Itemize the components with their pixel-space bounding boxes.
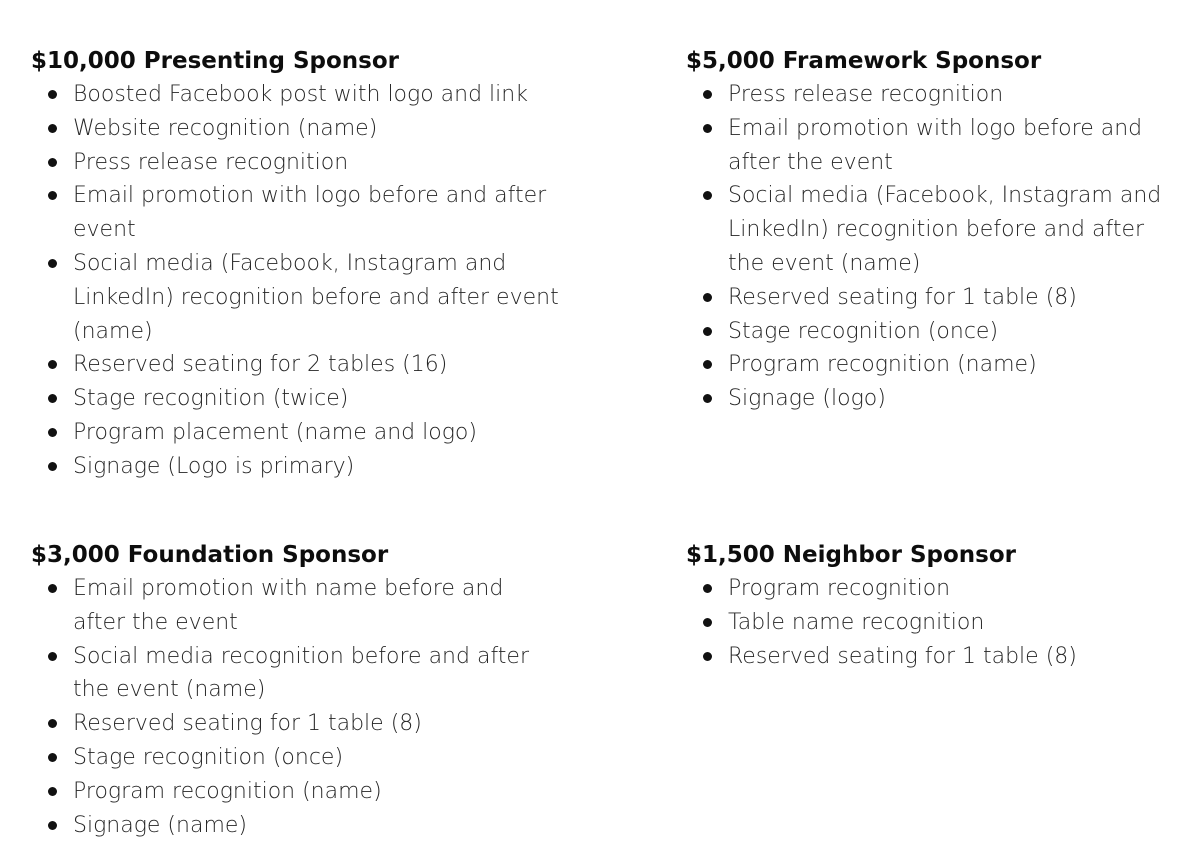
benefit-text: Press release recognition [728, 82, 1004, 107]
benefit-text: Signage (Logo is primary) [73, 453, 355, 479]
bullet-icon [703, 124, 712, 133]
bullet-icon [48, 124, 57, 133]
sponsor-tier-presenting [31, 44, 591, 484]
bullet-icon [48, 821, 57, 830]
bullet-icon [48, 394, 57, 403]
bullet-icon [703, 191, 712, 200]
benefit-list [686, 78, 1176, 416]
bullet-icon [703, 584, 712, 593]
bullet-icon [703, 652, 712, 661]
bullet-icon [48, 652, 57, 661]
bullet-icon [48, 462, 57, 471]
benefit-item [686, 315, 1178, 349]
benefit-text: Program recognition (name) [73, 778, 382, 804]
bullet-icon [48, 191, 57, 200]
benefit-item [686, 382, 1178, 416]
benefit-item [31, 382, 573, 416]
benefit-item [686, 112, 1178, 180]
benefit-item [31, 78, 573, 112]
bullet-icon [48, 753, 57, 762]
benefit-item [31, 450, 573, 484]
bullet-icon [703, 327, 712, 336]
benefit-text: Social media recognition before and after the event (name) [73, 643, 530, 703]
tier-title: $10,000 Presenting Sponsor [31, 48, 399, 74]
benefit-item [686, 640, 1178, 674]
bullet-icon [48, 787, 57, 796]
benefit-item [31, 112, 573, 146]
benefit-text: Reserved seating for 1 table (8) [728, 284, 1077, 310]
tier-title: $1,500 Neighbor Sponsor [686, 542, 1016, 568]
bullet-icon [703, 293, 712, 302]
benefit-item [31, 348, 573, 382]
benefit-item [31, 416, 573, 450]
bullet-icon [48, 719, 57, 728]
benefit-text: Website recognition (name) [73, 115, 378, 141]
benefit-list [31, 78, 591, 484]
bullet-icon [703, 618, 712, 627]
benefit-text: Press release recognition [73, 149, 349, 175]
benefit-item [31, 247, 573, 348]
benefit-text: Boosted Facebook post with logo and link [73, 82, 528, 107]
benefit-text: Program recognition [728, 576, 951, 601]
benefit-text: Signage (name) [73, 812, 247, 838]
bullet-icon [48, 90, 57, 99]
benefit-text: Reserved seating for 1 table (8) [728, 643, 1077, 669]
benefit-text: Table name recognition [728, 609, 985, 635]
benefit-text: Stage recognition (once) [73, 744, 344, 770]
sponsor-tier-neighbor [686, 538, 1176, 673]
benefit-item [686, 179, 1178, 280]
bullet-icon [703, 360, 712, 369]
bullet-icon [48, 584, 57, 593]
bullet-icon [703, 90, 712, 99]
benefit-text: Stage recognition (twice) [73, 386, 349, 412]
benefit-item [31, 775, 543, 809]
tier-title: $3,000 Foundation Sponsor [31, 542, 389, 568]
bullet-icon [48, 259, 57, 268]
bullet-icon [703, 394, 712, 403]
benefit-text: Program placement (name and logo) [73, 419, 477, 445]
benefit-list [31, 572, 591, 842]
benefit-item [686, 606, 1178, 640]
benefit-item [686, 78, 1178, 112]
benefit-item [31, 572, 543, 640]
benefit-item [31, 809, 543, 843]
benefit-item [686, 572, 1178, 606]
tier-title: $5,000 Framework Sponsor [686, 48, 1042, 74]
benefit-list [686, 572, 1176, 673]
benefit-text: Reserved seating for 2 tables (16) [73, 352, 448, 378]
benefit-text: Email promotion with logo before and after event [73, 183, 547, 243]
sponsor-tier-foundation [31, 538, 591, 842]
benefit-item [31, 707, 543, 741]
bullet-icon [48, 360, 57, 369]
benefit-item [31, 179, 573, 247]
benefit-text: Email promotion with name before and after the event [73, 576, 504, 635]
benefit-item [686, 348, 1178, 382]
sponsor-tier-framework [686, 44, 1176, 416]
benefit-text: Program recognition (name) [728, 352, 1037, 378]
benefit-text: Signage (logo) [728, 386, 886, 412]
bullet-icon [48, 158, 57, 167]
bullet-icon [48, 428, 57, 437]
benefit-text: Social media (Facebook, Instagram and LinkedIn) recognition before and after event (name) [73, 250, 559, 344]
benefit-text: Stage recognition (once) [728, 318, 999, 344]
benefit-text: Reserved seating for 1 table (8) [73, 711, 422, 737]
benefit-item [31, 146, 573, 180]
benefit-text: Email promotion with logo before and after the event [728, 115, 1143, 175]
benefit-item [31, 741, 543, 775]
benefit-item [31, 640, 543, 708]
benefit-item [686, 281, 1178, 315]
benefit-text: Social media (Facebook, Instagram and LinkedIn) recognition before and after the event (name) [728, 183, 1162, 276]
